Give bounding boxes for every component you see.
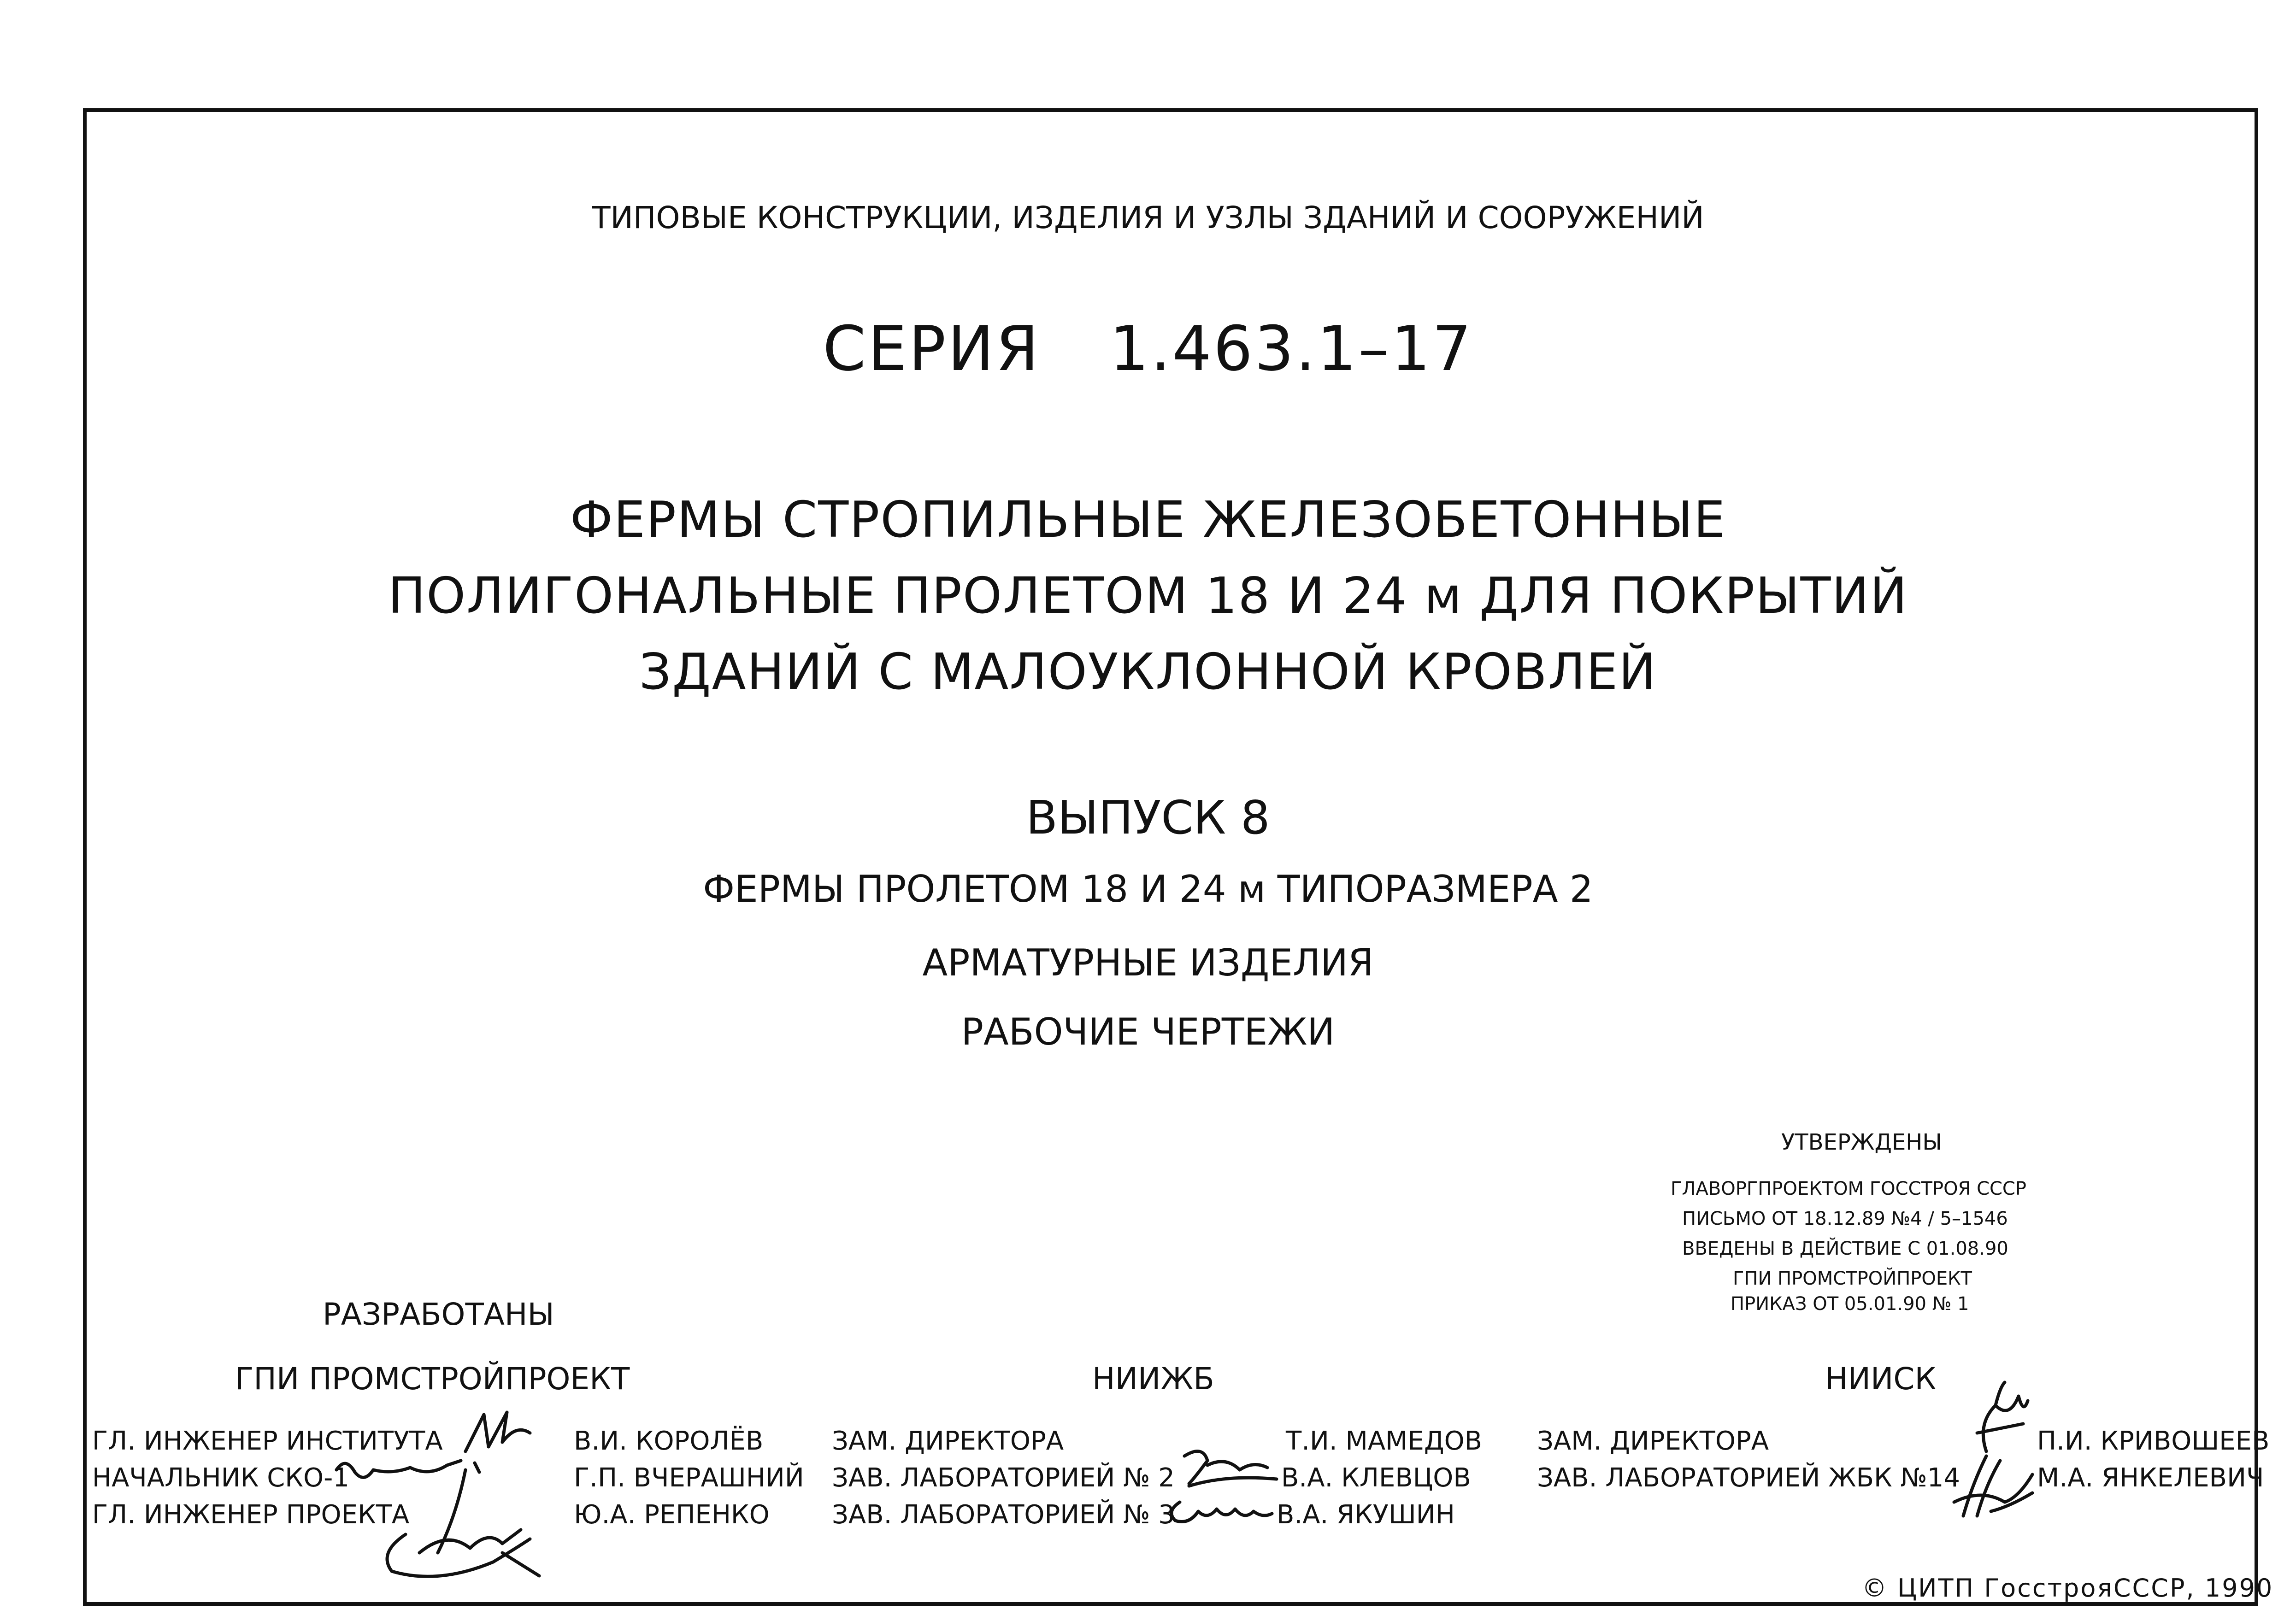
signature-repenko (364, 1461, 558, 1590)
document-type: РАБОЧИЕ ЧЕРТЕЖИ (961, 1010, 1335, 1053)
person: П.И. КРИВОШЕЕВ (2037, 1426, 2270, 1456)
person: Ю.А. РЕПЕНКО (574, 1500, 770, 1530)
role: ГЛ. ИНЖЕНЕР ПРОЕКТА (92, 1500, 410, 1530)
signature-yakushin (1161, 1493, 1277, 1530)
copyright: © ЦИТП ГосстрояСССР, 1990 (1862, 1574, 2274, 1603)
approval-line: ГПИ ПРОМСТРОЙПРОЕКТ (1733, 1268, 1972, 1289)
role: ЗАВ. ЛАБОРАТОРИЕЙ № 3 (832, 1500, 1175, 1530)
title-line-3: ЗДАНИЙ С МАЛОУКЛОННОЙ КРОВЛЕЙ (639, 643, 1657, 701)
org-name: ГПИ ПРОМСТРОЙПРОЕКТ (235, 1361, 630, 1397)
title-line-2: ПОЛИГОНАЛЬНЫЕ ПРОЛЕТОМ 18 И 24 м ДЛЯ ПОКРЫТИЙ (388, 567, 1908, 625)
signature-yankelevich (1945, 1447, 2037, 1525)
series-number: 1.463.1–17 (1109, 313, 1473, 385)
person: Т.И. МАМЕДОВ (1286, 1426, 1483, 1456)
role: НАЧАЛЬНИК СКО-1 (92, 1463, 349, 1493)
approval-line: ВВЕДЕНЫ В ДЕЙСТВИЕ С 01.08.90 (1682, 1238, 2008, 1259)
person: Г.П. ВЧЕРАШНИЙ (574, 1463, 804, 1493)
issue-part: АРМАТУРНЫЕ ИЗДЕЛИЯ (922, 941, 1374, 984)
role: ЗАМ. ДИРЕКТОРА (1537, 1426, 1769, 1456)
role: ЗАВ. ЛАБОРАТОРИЕЙ ЖБК №14 (1537, 1463, 1960, 1493)
signature-klevtsov (1175, 1442, 1281, 1488)
series-line (0, 313, 2296, 385)
approval-line: ПИСЬМО ОТ 18.12.89 №4 / 5–1546 (1682, 1208, 2008, 1229)
approval-heading: УТВЕРЖДЕНЫ (1781, 1129, 1942, 1155)
org-name: НИИСК (1825, 1361, 1937, 1397)
org-name: НИИЖБ (1092, 1361, 1214, 1397)
series-label: СЕРИЯ (823, 313, 1041, 385)
approval-line: ГЛАВОРГПРОЕКТОМ ГОССТРОЯ СССР (1671, 1178, 2026, 1199)
developed-heading: РАЗРАБОТАНЫ (323, 1297, 554, 1332)
role: ГЛ. ИНЖЕНЕР ИНСТИТУТА (92, 1426, 443, 1456)
person: В.И. КОРОЛЁВ (574, 1426, 764, 1456)
collection-heading: ТИПОВЫЕ КОНСТРУКЦИИ, ИЗДЕЛИЯ И УЗЛЫ ЗДАНИЙ И СООРУЖЕНИЙ (592, 200, 1704, 235)
approval-line: ПРИКАЗ ОТ 05.01.90 № 1 (1731, 1293, 1969, 1315)
title-line-1: ФЕРМЫ СТРОПИЛЬНЫЕ ЖЕЛЕЗОБЕТОННЫЕ (570, 491, 1726, 549)
issue-subtitle: ФЕРМЫ ПРОЛЕТОМ 18 И 24 м ТИПОРАЗМЕРА 2 (703, 868, 1593, 910)
role: ЗАМ. ДИРЕКТОРА (832, 1426, 1064, 1456)
person: В.А. КЛЕВЦОВ (1281, 1463, 1471, 1493)
issue-label: ВЫПУСК 8 (1026, 791, 1270, 845)
person: В.А. ЯКУШИН (1277, 1500, 1455, 1530)
signature-krivosheev (1959, 1378, 2037, 1456)
person: М.А. ЯНКЕЛЕВИЧ (2037, 1463, 2264, 1493)
role: ЗАВ. ЛАБОРАТОРИЕЙ № 2 (832, 1463, 1175, 1493)
